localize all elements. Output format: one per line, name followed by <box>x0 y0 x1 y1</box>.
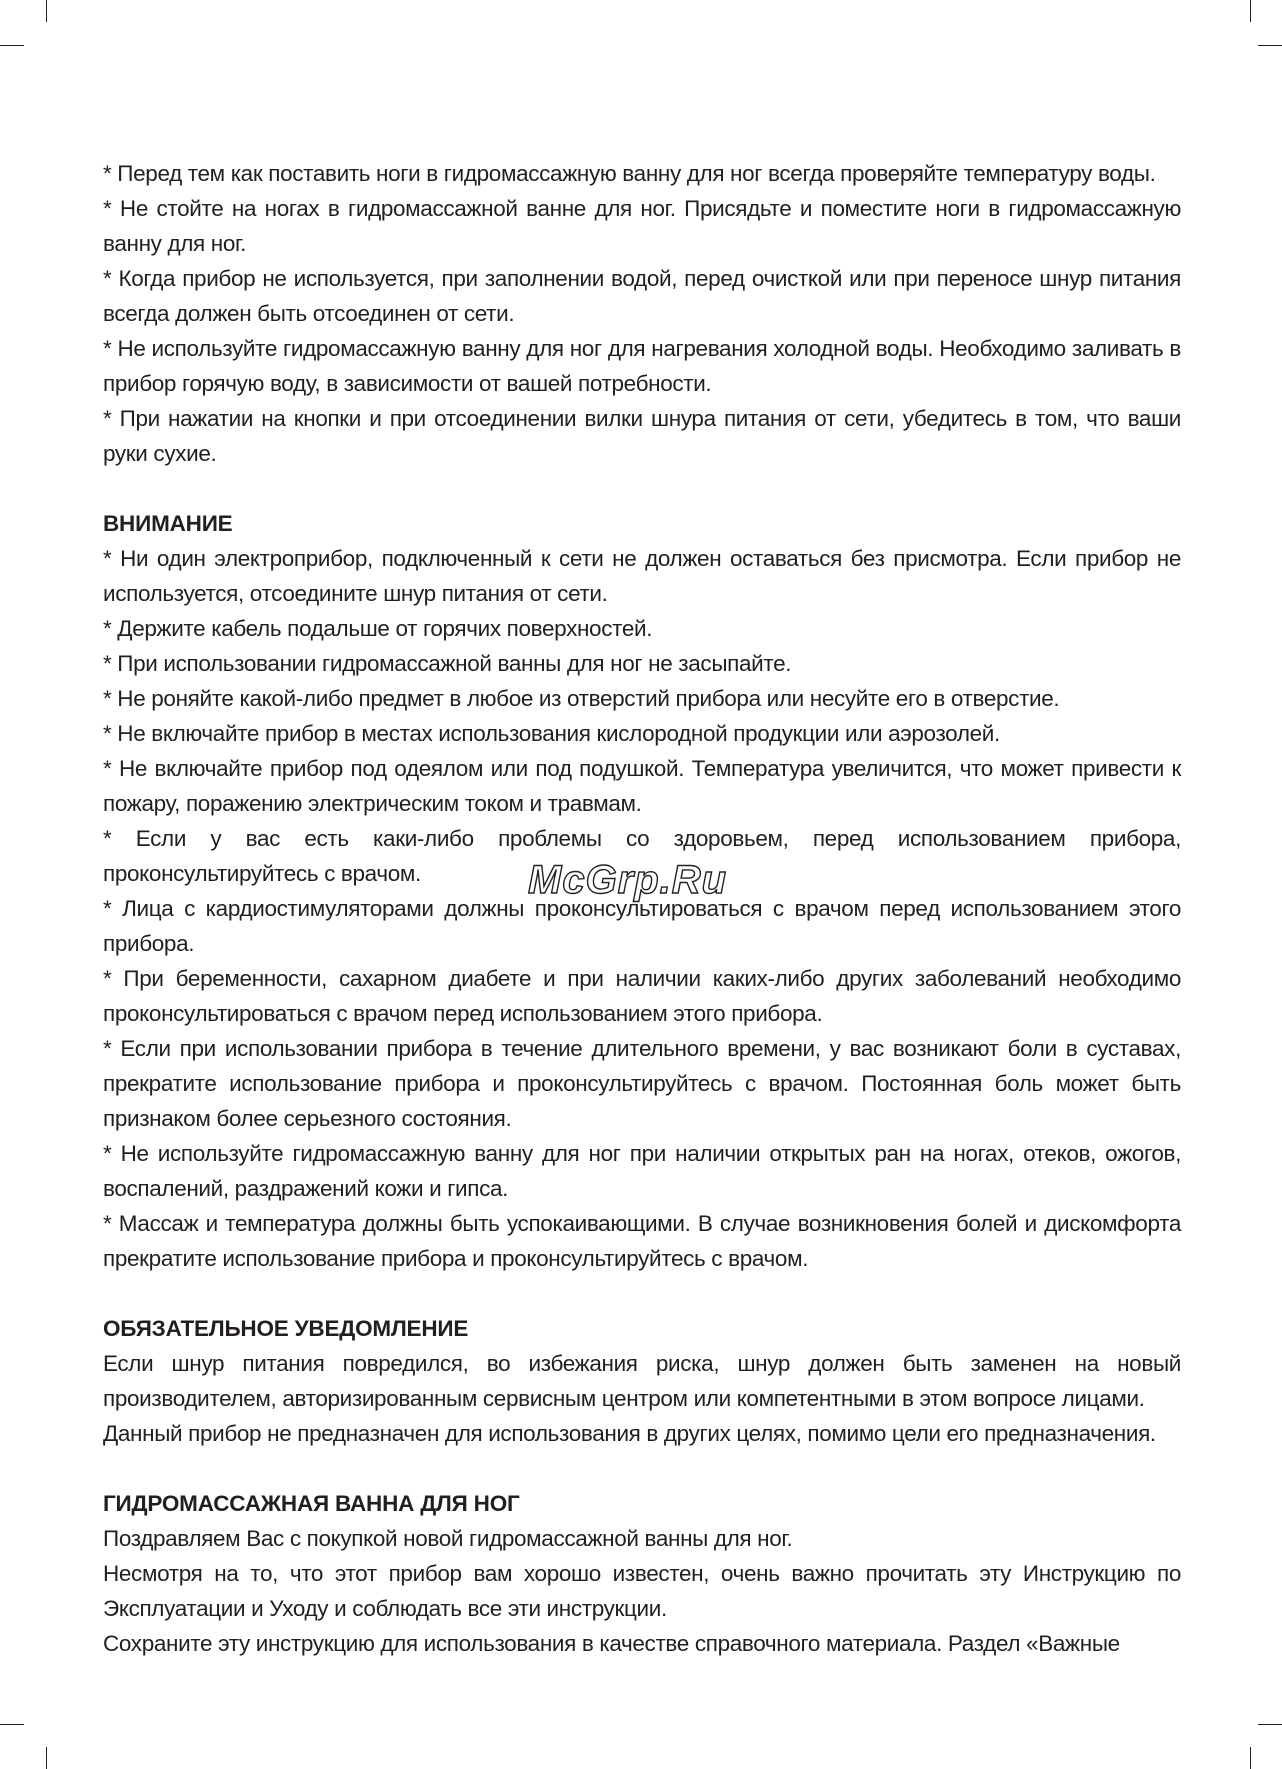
footbath-item: Несмотря на то, что этот прибор вам хорошо известен, очень важно прочитать эту Инструкцию по Эксплуатации и Уходу и соблюдать все эти инструкции. <box>103 1561 1181 1621</box>
watermark: McGrp.Ru <box>528 858 728 902</box>
crop-mark <box>1258 1724 1282 1725</box>
attention-item: * Массаж и температура должны быть успокаивающими. В случае возникновения болей и дискомфорта прекратите использование прибора и проконсультируйтесь с врачом. <box>103 1211 1181 1271</box>
notice-heading: ОБЯЗАТЕЛЬНОЕ УВЕДОМЛЕНИЕ <box>103 1316 469 1341</box>
intro-item: * При нажатии на кнопки и при отсоединении вилки шнура питания от сети, убедитесь в том, что ваши руки сухие. <box>103 406 1181 466</box>
attention-item: * Если при использовании прибора в течение длительного времени, у вас возникают боли в суставах, прекратите использование прибора и проконсультируйтесь с врачом. Постоянная боль может быть признаком более серьезного состояния. <box>103 1036 1181 1131</box>
footbath-heading: ГИДРОМАССАЖНАЯ ВАННА ДЛЯ НОГ <box>103 1491 520 1516</box>
attention-item: * Лица с кардиостимуляторами должны проконсультироваться с врачом перед использованием этого прибора. <box>103 896 1181 956</box>
attention-item: * Держите кабель подальше от горячих поверхностей. <box>103 616 653 641</box>
attention-item: * Не используйте гидромассажную ванну для ног при наличии открытых ран на ногах, отеков, ожогов, воспалений, раздражений кожи и гипса. <box>103 1141 1181 1201</box>
crop-mark <box>0 1724 24 1725</box>
intro-item: * Перед тем как поставить ноги в гидромассажную ванну для ног всегда проверяйте температуру воды. <box>103 161 1156 186</box>
attention-item: * Не включайте прибор под одеялом или под подушкой. Температура увеличится, что может привести к пожару, поражению электрическим током и травмам. <box>103 756 1181 816</box>
page-content <box>103 156 1181 1661</box>
intro-item: * Не стойте на ногах в гидромассажной ванне для ног. Присядьте и поместите ноги в гидромассажную ванну для ног. <box>103 196 1181 256</box>
attention-item: * Ни один электроприбор, подключенный к сети не должен оставаться без присмотра. Если прибор не используется, отсоедините шнур питания от сети. <box>103 546 1181 606</box>
attention-heading: ВНИМАНИЕ <box>103 511 233 536</box>
footbath-section <box>103 1486 1181 1661</box>
intro-item: * Когда прибор не используется, при заполнении водой, перед очисткой или при переносе шнур питания всегда должен быть отсоединен от сети. <box>103 266 1181 326</box>
footbath-item: Сохраните эту инструкцию для использования в качестве справочного материала. Раздел «Важные <box>103 1631 1120 1656</box>
crop-mark <box>1250 1747 1251 1769</box>
crop-mark <box>46 1747 47 1769</box>
attention-item: * Не включайте прибор в местах использования кислородной продукции или аэрозолей. <box>103 721 1000 746</box>
attention-item: * При использовании гидромассажной ванны для ног не засыпайте. <box>103 651 792 676</box>
intro-item: * Не используйте гидромассажную ванну для ног для нагревания холодной воды. Необходимо заливать в прибор горячую воду, в зависимости от вашей потребности. <box>103 336 1181 396</box>
notice-item: Данный прибор не предназначен для использования в других целях, помимо цели его предназначения. <box>103 1421 1156 1446</box>
crop-mark <box>46 0 47 22</box>
attention-item: * При беременности, сахарном диабете и при наличии каких-либо других заболеваний необходимо проконсультироваться с врачом перед использованием этого прибора. <box>103 966 1181 1026</box>
intro-section <box>103 156 1181 471</box>
attention-item: * Если у вас есть каки-либо проблемы со здоровьем, перед использованием прибора, проконсультируйтесь с врачом. <box>103 826 1181 886</box>
notice-section <box>103 1311 1181 1451</box>
footbath-item: Поздравляем Вас с покупкой новой гидромассажной ванны для ног. <box>103 1526 793 1551</box>
attention-item: * Не роняйте какой-либо предмет в любое из отверстий прибора или несуйте его в отверстие. <box>103 686 1060 711</box>
crop-mark <box>1250 0 1251 22</box>
crop-mark <box>0 45 24 46</box>
crop-mark <box>1258 45 1282 46</box>
notice-item: Если шнур питания повредился, во избежания риска, шнур должен быть заменен на новый производителем, авторизированным сервисным центром или компетентными в этом вопросе лицами. <box>103 1351 1181 1411</box>
